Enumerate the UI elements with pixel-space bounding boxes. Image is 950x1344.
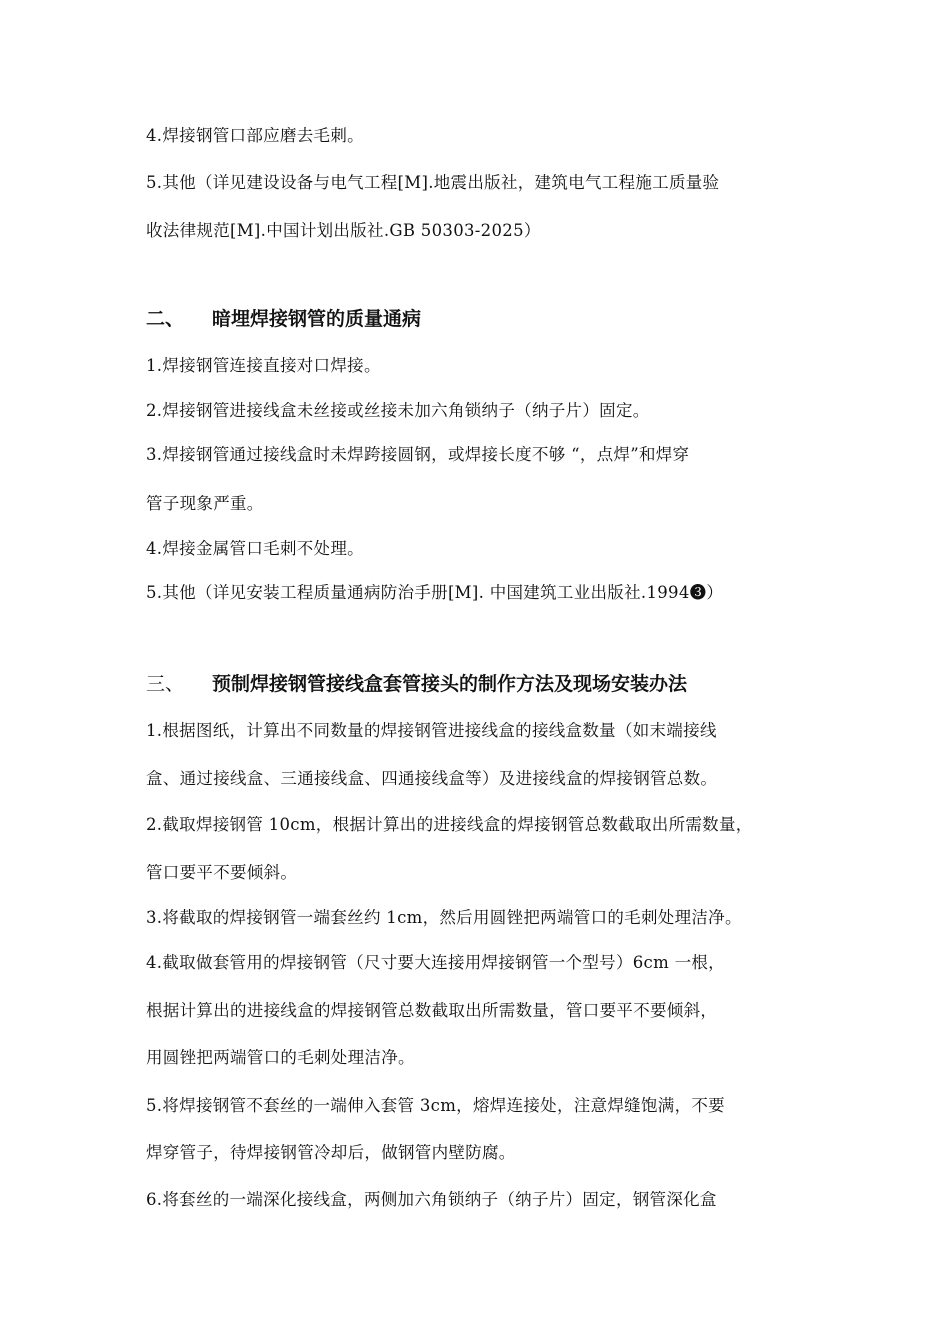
list-item: 5.将焊接钢管不套丝的一端伸入套管 3cm，熔焊连接处，注意焊缝饱满，不要 <box>146 1096 725 1115</box>
list-item: 根据计算出的进接线盒的焊接钢管总数截取出所需数量，管口要平不要倾斜， <box>146 1001 718 1020</box>
list-item: 4.焊接钢管口部应磨去毛刺。 <box>146 126 364 145</box>
list-item: 1.焊接钢管连接直接对口焊接。 <box>146 356 381 375</box>
list-item: 盒、通过接线盒、三通接线盒、四通接线盒等）及进接线盒的焊接钢管总数。 <box>146 769 718 788</box>
list-item: 管口要平不要倾斜。 <box>146 863 298 882</box>
list-item: 管子现象严重。 <box>146 494 264 513</box>
list-item: 6.将套丝的一端深化接线盒，两侧加六角锁纳子（纳子片）固定，钢管深化盒 <box>146 1190 717 1209</box>
section-title: 暗埋焊接钢管的质量通病 <box>212 308 422 330</box>
list-item: 1.根据图纸，计算出不同数量的焊接钢管进接线盒的接线盒数量（如末端接线 <box>146 721 717 740</box>
list-item: 2.截取焊接钢管 10cm，根据计算出的进接线盒的焊接钢管总数截取出所需数量， <box>146 815 753 834</box>
list-item: 焊穿管子，待焊接钢管冷却后，做钢管内壁防腐。 <box>146 1143 516 1162</box>
section-number: 三、 <box>146 673 185 695</box>
list-item: 3.将截取的焊接钢管一端套丝约 1cm，然后用圆锉把两端管口的毛刺处理洁净。 <box>146 908 742 927</box>
list-item: 4.截取做套管用的焊接钢管（尺寸要大连接用焊接钢管一个型号）6cm 一根， <box>146 953 725 972</box>
list-item: 5.其他（详见建设设备与电气工程[M].地震出版社，建筑电气工程施工质量验 <box>146 173 720 192</box>
list-item: 5.其他（详见安装工程质量通病防治手册[M]. 中国建筑工业出版社.1994❸） <box>146 583 724 602</box>
list-item: 3.焊接钢管通过接线盒时未焊跨接圆钢，或焊接长度不够 “，点焊”和焊穿 <box>146 445 690 464</box>
list-item: 用圆锉把两端管口的毛刺处理洁净。 <box>146 1048 415 1067</box>
section-number: 二、 <box>146 308 185 330</box>
section-title: 预制焊接钢管接线盒套管接头的制作方法及现场安装办法 <box>212 673 688 695</box>
list-item: 2.焊接钢管进接线盒未丝接或丝接未加六角锁纳子（纳子片）固定。 <box>146 401 650 420</box>
section-heading <box>146 306 421 332</box>
section-heading <box>146 671 687 697</box>
list-item: 收法律规范[M].中国计划出版社.GB 50303-2025） <box>146 221 541 240</box>
list-item: 4.焊接金属管口毛刺不处理。 <box>146 539 364 558</box>
